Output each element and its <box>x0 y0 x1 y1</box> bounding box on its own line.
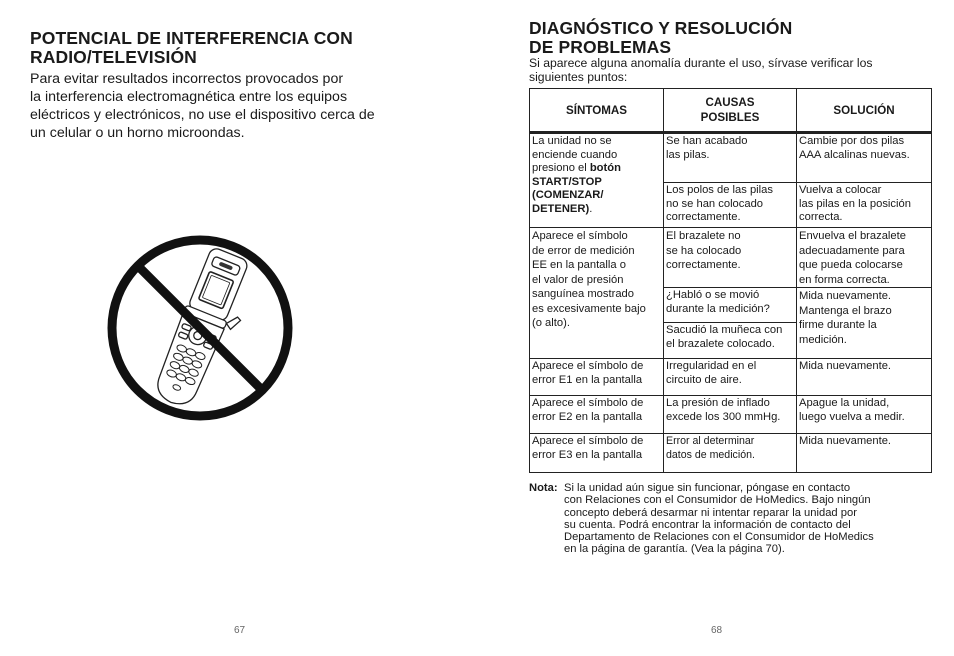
header-causes: CAUSAS POSIBLES <box>664 89 797 133</box>
cause-cell: Sacudió la muñeca con el brazalete colocado. <box>664 323 797 359</box>
table-row <box>530 359 932 396</box>
no-cell-phone-icon <box>100 228 300 428</box>
note-label: Nota: <box>529 482 558 494</box>
right-page-title: DIAGNÓSTICO Y RESOLUCIÓN DE PROBLEMAS <box>529 18 793 57</box>
table-row <box>530 434 932 473</box>
note-block <box>529 482 929 556</box>
solution-cell: Mida nuevamente. <box>797 434 932 473</box>
solution-cell: Mida nuevamente. Mantenga el brazo firme durante la medición. <box>797 288 932 359</box>
solution-cell: Cambie por dos pilas AAA alcalinas nuevas. <box>797 133 932 183</box>
start-stop-button-label: botón START/STOP (COMENZAR/ DETENER) <box>532 162 621 215</box>
cause-cell: Los polos de las pilas no se han colocado correctamente. <box>664 183 797 228</box>
table-row <box>530 133 932 183</box>
cause-cell: Irregularidad en el circuito de aire. <box>664 359 797 396</box>
troubleshooting-intro: Si aparece alguna anomalía durante el uso, sírvase verificar los siguientes puntos: <box>529 56 873 84</box>
solution-cell: Envuelva el brazalete adecuadamente para que pueda colocarse en forma correcta. <box>797 228 932 288</box>
symptom-cell: Aparece el símbolo de error E3 en la pantalla <box>530 434 664 473</box>
cause-cell: Error al determinar datos de medición. <box>664 434 797 473</box>
symptom-cell: Aparece el símbolo de error E1 en la pantalla <box>530 359 664 396</box>
page-number-right: 68 <box>711 625 723 636</box>
table-row <box>530 396 932 434</box>
symptom-cell: Aparece el símbolo de error E2 en la pantalla <box>530 396 664 434</box>
cause-cell: Se han acabado las pilas. <box>664 133 797 183</box>
interference-paragraph: Para evitar resultados incorrectos provocados por la interferencia electromagnética entre los equipos eléctricos y electrónicos, no use el dispositivo cerca de un celular o un horno microondas. <box>30 71 375 141</box>
cause-cell: El brazalete no se ha colocado correctamente. <box>664 228 797 288</box>
symptom-text: La unidad no se enciende cuando presiono el <box>532 135 618 174</box>
page-number-left: 67 <box>234 625 246 636</box>
symptom-cell: Aparece el símbolo de error de medición EE en la pantalla o el valor de presión sanguínea mostrado es excesivamente bajo (o alto). <box>530 228 664 359</box>
left-page-title: POTENCIAL DE INTERFERENCIA CON RADIO/TELEVISIÓN <box>30 28 353 67</box>
header-solution: SOLUCIÓN <box>797 89 932 133</box>
table-header-row <box>530 89 932 133</box>
cause-cell: ¿Habló o se movió durante la medición? <box>664 288 797 323</box>
solution-cell: Apague la unidad, luego vuelva a medir. <box>797 396 932 434</box>
solution-cell: Vuelva a colocar las pilas en la posición correcta. <box>797 183 932 228</box>
symptom-text-end: . <box>589 202 593 215</box>
troubleshooting-table <box>529 88 932 473</box>
note-text: Si la unidad aún sigue sin funcionar, póngase en contacto con Relaciones con el Consumidor de HoMedics. Bajo ningún concepto deberá desarmar ni intentar reparar la unidad por su cuenta. Podrá encontrar la información de contacto del Departamento de Relaciones con el Consumidor de HoMedics en la página de garantía. (Vea la página 70). <box>564 482 874 556</box>
cause-cell: La presión de inflado excede los 300 mmHg. <box>664 396 797 434</box>
solution-cell: Mida nuevamente. <box>797 359 932 396</box>
header-symptoms: SÍNTOMAS <box>530 89 664 133</box>
symptom-cell <box>530 133 664 228</box>
table-row <box>530 228 932 288</box>
